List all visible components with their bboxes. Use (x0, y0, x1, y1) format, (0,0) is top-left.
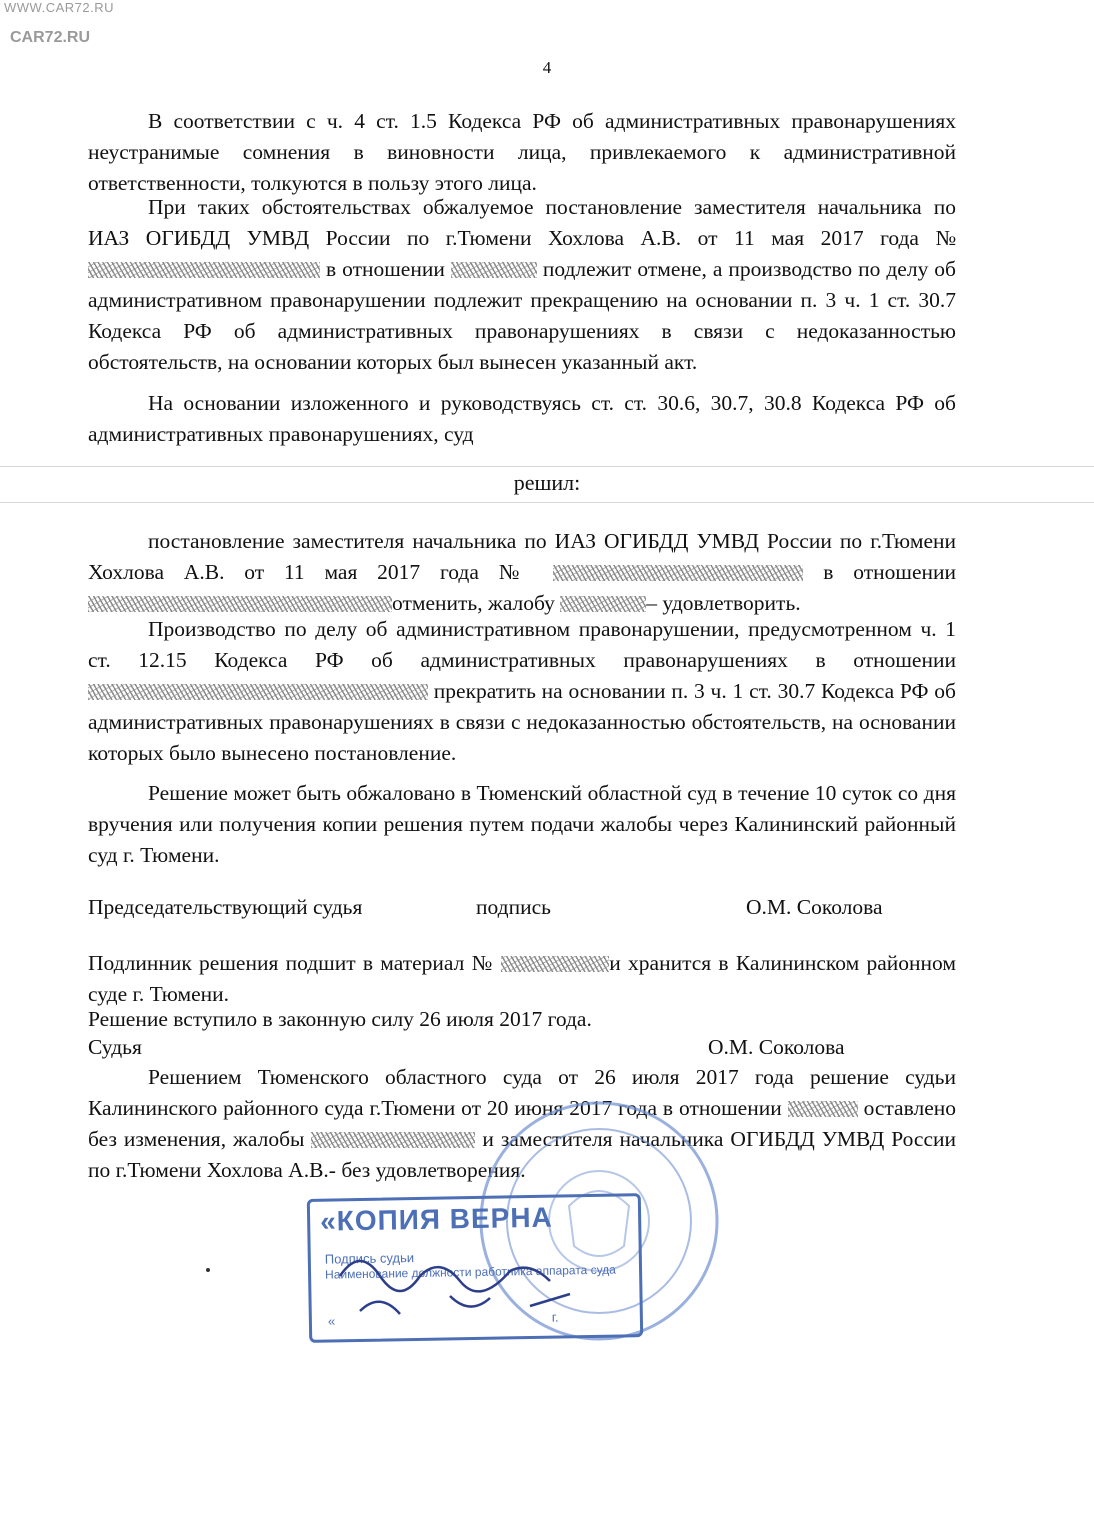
fold-line (0, 502, 1094, 503)
judge-name: О.М. Соколова (746, 895, 883, 919)
redacted-name (560, 596, 646, 612)
watermark (4, 0, 114, 47)
paragraph-presumption: В соответствии с ч. 4 ст. 1.5 Кодекса РФ об административных правонарушениях неустранимые сомнения в виновности лица, привлекаемого к административной ответственности, толкуются в пользу этого лица. (88, 109, 956, 195)
redacted-name (311, 1132, 475, 1148)
resolution-heading: решил: (513, 470, 581, 495)
redacted-number (88, 262, 320, 278)
redacted-name (88, 684, 428, 700)
judge-name: О.М. Соколова (708, 1035, 845, 1059)
stamp-title: «КОПИЯ ВЕРНА (319, 1201, 554, 1237)
paragraph-appeal-result: Решением Тюменского областного суда от 26 июля 2017 года решение судьи Калининского районного суда г.Тюмени от 20 июня 2017 года в отношении оставлено без изменения, жалобы и заместителя начальника ОГИБДД УМВД России по г.Тюмени Хохлова А.В.- без удовлетворения. (88, 1065, 956, 1182)
paragraph-original-storage: Подлинник решения подшит в материал № и хранится в Калининском районном суде г. Тюмени. (88, 951, 956, 1006)
stamp-date-field: « г. (327, 1309, 559, 1329)
presiding-judge-label: Председательствующий судья (88, 895, 363, 919)
signature-label: подпись (476, 895, 551, 919)
speck (206, 1268, 210, 1272)
effective-date-line: Решение вступило в законную силу 26 июля 2017 года. (88, 1007, 592, 1031)
paragraph-grounds: На основании изложенного и руководствуясь ст. ст. 30.6, 30.7, 30.8 Кодекса РФ об административных правонарушениях, суд (88, 391, 956, 446)
paragraph-termination: Производство по делу об административном правонарушении, предусмотренном ч. 1 ст. 12.15 Кодекса РФ об административных правонарушениях в отношении прекратить на основании п. 3 ч. 1 ст. 30.7 Кодекса РФ об административных правонарушениях в связи с недоказанностью обстоятельств, на основании которых было вынесено постановление. (88, 617, 956, 765)
stamp-signature-label: Подпись судьи (324, 1250, 415, 1267)
paragraph-circumstances: При таких обстоятельствах обжалуемое постановление заместителя начальника по ИАЗ ОГИБДД УМВД России по г.Тюмени Хохлова А.В. от 11 мая 2017 года № в отношении подлежит отмене, а производство по делу об административном правонарушении подлежит прекращению на основании п. 3 ч. 1 ст. 30.7 Кодекса РФ об административных правонарушениях в связи с недоказанностью обстоятельств, на основании которых был вынесен указанный акт. (88, 195, 956, 374)
redacted-material-number (501, 956, 609, 972)
paragraph-appeal: Решение может быть обжаловано в Тюменский областной суд в течение 10 суток со дня вручения или получения копии решения путем подачи жалобы через Калининский районный суд г. Тюмени. (88, 781, 956, 867)
page-number: 4 (542, 58, 552, 77)
fold-line (0, 466, 1094, 467)
judge-label: Судья (88, 1035, 142, 1059)
redacted-name (788, 1101, 858, 1117)
watermark-logo: CAR72.RU (10, 29, 91, 46)
redacted-name (88, 596, 392, 612)
paragraph-decision: постановление заместителя начальника по ИАЗ ОГИБДД УМВД России по г.Тюмени Хохлова А.В. от 11 мая 2017 года № в отношении отменить, жалобу – удовлетворить. (88, 529, 957, 615)
handwritten-signature (330, 1236, 590, 1326)
watermark-url: WWW.CAR72.RU (4, 0, 114, 15)
stamp-position-label: Наименование должности работника аппарата суда (324, 1262, 617, 1282)
redacted-number (553, 565, 803, 581)
redacted-name (451, 262, 537, 278)
